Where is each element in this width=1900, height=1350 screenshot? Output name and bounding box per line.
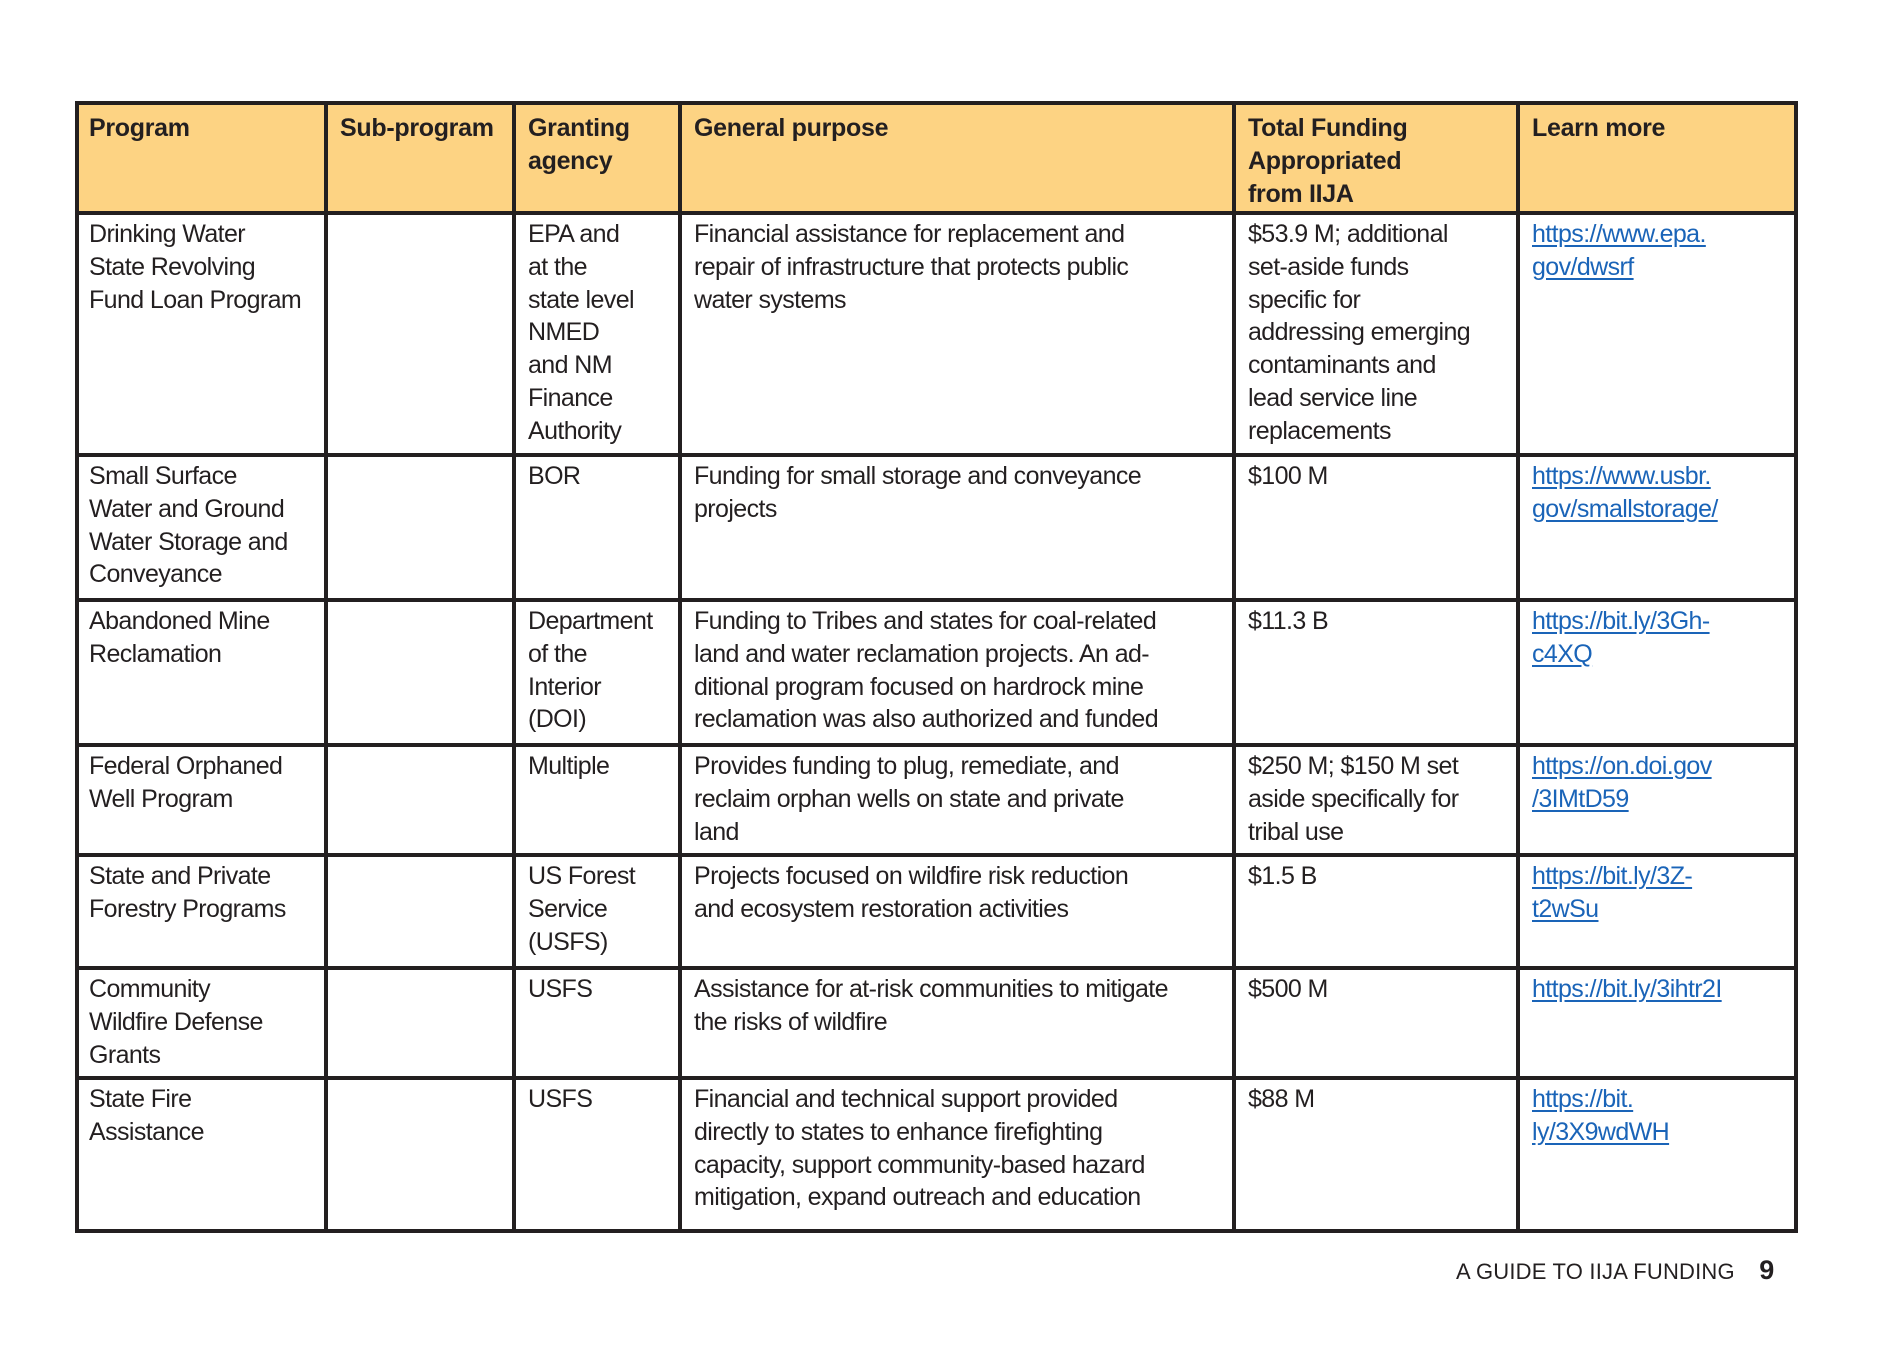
cell-general-purpose-line: repair of infrastructure that protects public [694,252,1129,281]
column-header-total-funding-line: Appropriated [1248,147,1402,175]
cell-general-purpose-line: and ecosystem restoration activities [694,894,1069,923]
column-header-learn-more-line: Learn more [1532,114,1666,142]
cell-granting-agency-line: of the [528,639,587,668]
cell-total-funding-line: specific for [1248,285,1361,314]
cell-learn-more [1520,1083,1798,1149]
cell-granting-agency [516,460,680,493]
learn-more-link-line[interactable]: https://bit.ly/3ihtr2I [1532,975,1722,1003]
learn-more-link-line[interactable]: t2wSu [1532,894,1599,923]
cell-general-purpose-line: the risks of wildfire [694,1007,888,1036]
cell-total-funding-line: $11.3 B [1248,607,1329,635]
cell-total-funding [1236,860,1518,893]
cell-total-funding-line: $500 M [1248,975,1328,1003]
cell-granting-agency-line: and NM [528,351,612,380]
cell-general-purpose-line: Funding for small storage and conveyance [694,462,1142,490]
cell-total-funding-line: addressing emerging [1248,318,1471,347]
cell-program-line: Small Surface [89,462,237,490]
cell-program [77,973,326,1071]
row-divider [75,598,1798,602]
page-footer [1456,1255,1774,1285]
cell-granting-agency-line: EPA and [528,220,620,248]
cell-granting-agency [516,605,680,736]
column-header-granting-agency-line: Granting [528,114,630,142]
cell-general-purpose-line: directly to states to enhance firefighting [694,1117,1103,1146]
cell-total-funding [1236,973,1518,1006]
cell-general-purpose-line: reclamation was also authorized and funded [694,705,1158,734]
cell-program [77,750,326,816]
cell-general-purpose-line: capacity, support community-based hazard [694,1150,1145,1179]
cell-general-purpose-line: land [694,817,739,846]
cell-program-line: State Fire [89,1085,192,1113]
cell-general-purpose-line: projects [694,494,777,523]
cell-general-purpose-line: mitigation, expand outreach and education [694,1183,1141,1212]
cell-granting-agency [516,218,680,448]
cell-total-funding-line: contaminants and [1248,351,1436,380]
cell-total-funding [1236,605,1518,638]
cell-program-line: Abandoned Mine [89,607,270,635]
learn-more-link-line[interactable]: /3IMtD59 [1532,784,1629,813]
row-divider [75,211,1798,215]
cell-total-funding-line: aside specifically for [1248,784,1459,813]
column-header-total-funding-line: from IIJA [1248,180,1354,208]
cell-total-funding-line: $88 M [1248,1085,1315,1113]
learn-more-link-line[interactable]: https://bit. [1532,1085,1634,1113]
cell-granting-agency-line: state level [528,285,634,314]
cell-general-purpose-line: Provides funding to plug, remediate, and [694,752,1119,780]
cell-program [77,218,326,316]
column-header-learn-more [1520,112,1798,145]
cell-granting-agency [516,860,680,958]
cell-granting-agency-line: Service [528,894,608,923]
cell-granting-agency-line: (DOI) [528,705,587,734]
cell-program [77,605,326,671]
cell-program [77,460,326,591]
footer-title: A GUIDE TO IIJA FUNDING [1456,1259,1735,1284]
cell-program-line: Conveyance [89,560,222,589]
cell-granting-agency-line: Finance [528,383,613,412]
column-header-program-line: Program [89,114,190,142]
cell-general-purpose-line: reclaim orphan wells on state and private [694,784,1124,813]
cell-granting-agency [516,973,680,1006]
cell-program-line: Forestry Programs [89,894,286,923]
learn-more-link-line[interactable]: https://bit.ly/3Z- [1532,862,1693,890]
row-divider [75,743,1798,747]
cell-granting-agency-line: BOR [528,462,581,490]
row-divider [75,853,1798,857]
cell-total-funding-line: $53.9 M; additional [1248,220,1448,248]
cell-program-line: Fund Loan Program [89,285,302,314]
cell-learn-more [1520,750,1798,816]
cell-granting-agency-line: Department [528,607,653,635]
cell-program-line: State and Private [89,862,271,890]
cell-general-purpose-line: Assistance for at-risk communities to mitigate [694,975,1168,1003]
cell-general-purpose-line: ditional program focused on hardrock mine [694,672,1144,701]
cell-total-funding-line: $1.5 B [1248,862,1317,890]
cell-program-line: Drinking Water [89,220,245,248]
cell-learn-more [1520,605,1798,671]
cell-granting-agency [516,750,680,783]
column-header-total-funding [1236,112,1518,211]
column-header-general-purpose [682,112,1234,145]
cell-general-purpose [682,1083,1234,1214]
column-header-sub-program [328,112,514,145]
cell-granting-agency-line: US Forest [528,862,636,890]
cell-granting-agency [516,1083,680,1116]
cell-total-funding-line: tribal use [1248,817,1344,846]
learn-more-link-line[interactable]: gov/dwsrf [1532,252,1634,281]
cell-total-funding-line: lead service line [1248,383,1418,412]
cell-granting-agency-line: Authority [528,416,622,445]
cell-granting-agency-line: USFS [528,1085,593,1113]
cell-program-line: Grants [89,1040,161,1069]
cell-granting-agency-line: USFS [528,975,593,1003]
cell-general-purpose [682,460,1234,526]
learn-more-link-line[interactable]: https://bit.ly/3Gh- [1532,607,1710,635]
cell-granting-agency-line: at the [528,252,587,281]
cell-program-line: Water Storage and [89,527,288,556]
learn-more-link-line[interactable]: https://www.usbr. [1532,462,1711,490]
cell-program-line: Wildfire Defense [89,1007,263,1036]
cell-program [77,1083,326,1149]
cell-general-purpose-line: water systems [694,285,846,314]
cell-total-funding [1236,218,1518,448]
cell-total-funding [1236,1083,1518,1116]
column-header-sub-program-line: Sub-program [340,114,494,142]
row-divider [75,966,1798,970]
cell-general-purpose [682,973,1234,1039]
cell-program-line: Federal Orphaned [89,752,283,780]
cell-granting-agency-line: Multiple [528,752,610,780]
cell-general-purpose-line: Financial assistance for replacement and [694,220,1125,248]
cell-learn-more [1520,860,1798,926]
row-divider [75,453,1798,457]
learn-more-link-line[interactable]: https://www.epa. [1532,220,1706,248]
cell-total-funding-line: set-aside funds [1248,252,1409,281]
cell-program-line: Community [89,975,211,1003]
cell-learn-more [1520,218,1798,284]
cell-general-purpose [682,750,1234,848]
cell-granting-agency-line: NMED [528,318,600,347]
column-header-total-funding-line: Total Funding [1248,114,1408,142]
cell-total-funding [1236,750,1518,848]
cell-general-purpose [682,218,1234,316]
cell-program-line: Water and Ground [89,494,285,523]
cell-program-line: Reclamation [89,639,222,668]
cell-general-purpose-line: Projects focused on wildfire risk reduction [694,862,1129,890]
learn-more-link-line[interactable]: ly/3X9wdWH [1532,1117,1670,1146]
cell-total-funding-line: replacements [1248,416,1391,445]
cell-learn-more [1520,460,1798,526]
cell-program-line: Well Program [89,784,233,813]
cell-learn-more [1520,973,1798,1006]
learn-more-link-line[interactable]: gov/smallstorage/ [1532,494,1718,523]
column-header-granting-agency-line: agency [528,147,613,175]
cell-program [77,860,326,926]
cell-general-purpose-line: Financial and technical support provided [694,1085,1118,1113]
cell-program-line: Assistance [89,1117,204,1146]
cell-total-funding-line: $100 M [1248,462,1328,490]
cell-program-line: State Revolving [89,252,256,281]
column-header-granting-agency [516,112,680,178]
learn-more-link-line[interactable]: c4XQ [1532,639,1593,668]
cell-total-funding-line: $250 M; $150 M set [1248,752,1459,780]
learn-more-link-line[interactable]: https://on.doi.gov [1532,752,1712,780]
row-divider [75,1076,1798,1080]
cell-general-purpose-line: land and water reclamation projects. An ad- [694,639,1150,668]
column-header-general-purpose-line: General purpose [694,114,889,142]
cell-total-funding [1236,460,1518,493]
cell-general-purpose-line: Funding to Tribes and states for coal-related [694,607,1157,635]
cell-granting-agency-line: (USFS) [528,927,608,956]
page-number: 9 [1759,1255,1775,1285]
cell-general-purpose [682,605,1234,736]
cell-granting-agency-line: Interior [528,672,602,701]
column-header-program [77,112,326,145]
cell-general-purpose [682,860,1234,926]
